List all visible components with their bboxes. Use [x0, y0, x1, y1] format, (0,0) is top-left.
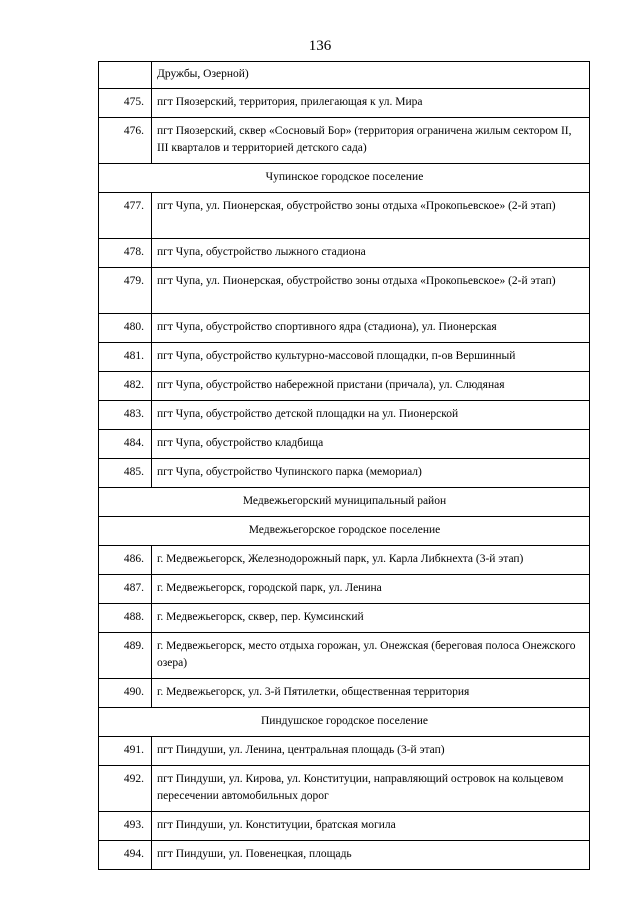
row-number: 482. — [99, 372, 152, 401]
table-row — [99, 737, 590, 766]
row-number: 492. — [99, 766, 152, 812]
row-text: пгт Чупа, обустройство Чупинского парка (мемориал) — [152, 459, 590, 488]
table-row — [99, 459, 590, 488]
table-row — [99, 766, 590, 812]
row-text: пгт Чупа, обустройство кладбища — [152, 430, 590, 459]
table-row — [99, 430, 590, 459]
row-text: г. Медвежьегорск, сквер, пер. Кумсинский — [152, 604, 590, 633]
table-row — [99, 118, 590, 164]
table-row — [99, 314, 590, 343]
row-number: 488. — [99, 604, 152, 633]
row-text: пгт Чупа, обустройство спортивного ядра (стадиона), ул. Пионерская — [152, 314, 590, 343]
table-row — [99, 193, 590, 239]
row-text: пгт Пиндуши, ул. Конституции, братская могила — [152, 812, 590, 841]
section-row — [99, 488, 590, 517]
page-number: 136 — [308, 38, 332, 54]
section-row — [99, 708, 590, 737]
row-text: г. Медвежьегорск, ул. 3-й Пятилетки, общественная территория — [152, 679, 590, 708]
row-number: 489. — [99, 633, 152, 679]
table-row — [99, 575, 590, 604]
table-row — [99, 372, 590, 401]
table-row — [99, 268, 590, 314]
row-text: пгт Чупа, ул. Пионерская, обустройство зоны отдыха «Прокопьевское» (2-й этап) — [152, 193, 590, 239]
row-number — [99, 62, 152, 89]
row-text: г. Медвежьегорск, Железнодорожный парк, ул. Карла Либкнехта (3-й этап) — [152, 546, 590, 575]
row-number: 493. — [99, 812, 152, 841]
row-number: 485. — [99, 459, 152, 488]
row-number: 494. — [99, 841, 152, 870]
row-number: 484. — [99, 430, 152, 459]
row-text: пгт Чупа, обустройство детской площадки на ул. Пионерской — [152, 401, 590, 430]
section-heading: Медвежьегорское городское поселение — [99, 517, 590, 546]
row-number: 490. — [99, 679, 152, 708]
section-row — [99, 517, 590, 546]
row-number: 477. — [99, 193, 152, 239]
row-text: пгт Пяозерский, сквер «Сосновый Бор» (территория ограничена жилым сектором II, III кварталов и территорией детского сада) — [152, 118, 590, 164]
row-text: г. Медвежьегорск, место отдыха горожан, ул. Онежская (береговая полоса Онежского озера) — [152, 633, 590, 679]
table-row — [99, 633, 590, 679]
table-row — [99, 604, 590, 633]
table-row — [99, 62, 590, 89]
row-number: 487. — [99, 575, 152, 604]
row-number: 481. — [99, 343, 152, 372]
row-number: 486. — [99, 546, 152, 575]
row-text: пгт Пиндуши, ул. Повенецкая, площадь — [152, 841, 590, 870]
table-row — [99, 679, 590, 708]
row-number: 480. — [99, 314, 152, 343]
row-text: пгт Чупа, ул. Пионерская, обустройство зоны отдыха «Прокопьевское» (2-й этап) — [152, 268, 590, 314]
table-row — [99, 89, 590, 118]
row-number: 479. — [99, 268, 152, 314]
row-text: пгт Пиндуши, ул. Ленина, центральная площадь (3-й этап) — [152, 737, 590, 766]
row-text: г. Медвежьегорск, городской парк, ул. Ленина — [152, 575, 590, 604]
section-heading: Чупинское городское поселение — [99, 164, 590, 193]
section-row — [99, 164, 590, 193]
row-text: пгт Пяозерский, территория, прилегающая к ул. Мира — [152, 89, 590, 118]
row-number: 478. — [99, 239, 152, 268]
table-row — [99, 546, 590, 575]
row-number: 483. — [99, 401, 152, 430]
row-text: пгт Чупа, обустройство культурно-массовой площадки, п-ов Вершинный — [152, 343, 590, 372]
section-heading: Медвежьегорский муниципальный район — [99, 488, 590, 517]
table-row — [99, 841, 590, 870]
row-number: 476. — [99, 118, 152, 164]
table-row — [99, 343, 590, 372]
row-text: пгт Чупа, обустройство набережной пристани (причала), ул. Слюдяная — [152, 372, 590, 401]
section-heading: Пиндушское городское поселение — [99, 708, 590, 737]
row-text: пгт Пиндуши, ул. Кирова, ул. Конституции, направляющий островок на кольцевом пересечении автомобильных дорог — [152, 766, 590, 812]
table-row — [99, 812, 590, 841]
row-number: 475. — [99, 89, 152, 118]
row-text: Дружбы, Озерной) — [152, 62, 590, 89]
territory-table — [98, 61, 590, 870]
row-number: 491. — [99, 737, 152, 766]
table-row — [99, 239, 590, 268]
row-text: пгт Чупа, обустройство лыжного стадиона — [152, 239, 590, 268]
table-row — [99, 401, 590, 430]
